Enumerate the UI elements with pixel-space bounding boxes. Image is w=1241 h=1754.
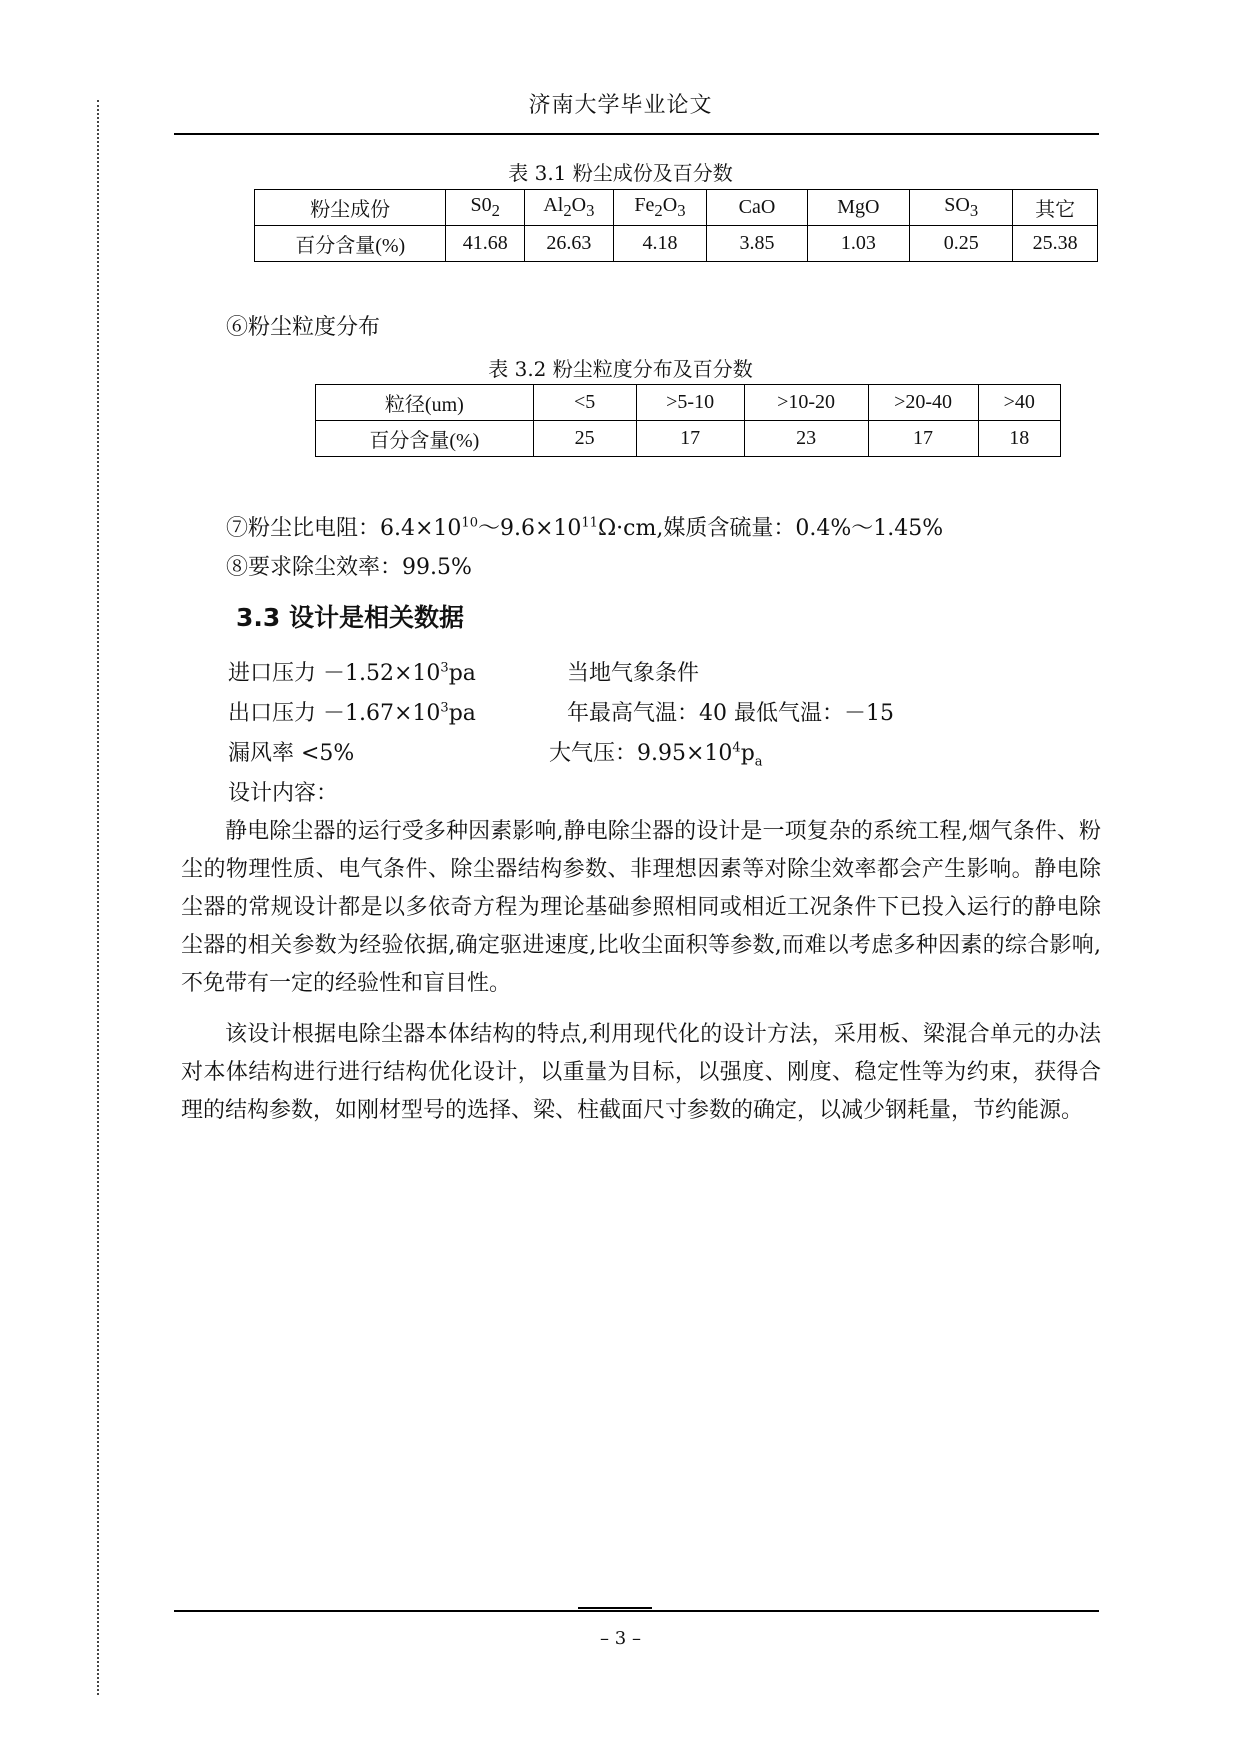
item-7-resistivity: ⑦粉尘比电阻：$6.4\times 10^{10}\sim 9.6\times 10^{11}\Omega\cdot cm$,媒质含硫量：0.4%～1.45% (226, 515, 944, 541)
atmospheric-pressure: 大气压：$9.95\times 10^4p_a$ (549, 740, 763, 770)
table-3-2-header-cell: >40 (978, 385, 1060, 421)
table-3-2-header-cell: <5 (533, 385, 636, 421)
table-3-1-caption: 表 3.1 粉尘成份及百分数 (508, 161, 733, 185)
temperatures: 年最高气温：40 最低气温：－15 (567, 701, 894, 726)
leak-rate: 漏风率 <5% (228, 741, 355, 766)
design-content-label: 设计内容： (228, 781, 339, 806)
table-3-1-value-row (255, 226, 1098, 262)
table-3-1-value-cell: 26.63 (525, 226, 614, 262)
table-3-1-row-label: 百分含量(%) (255, 226, 446, 262)
table-3-2-value-cell: 18 (978, 421, 1060, 457)
table-3-1-header-cell: CaO (707, 190, 807, 226)
table-3-2-caption: 表 3.2 粉尘粒度分布及百分数 (488, 357, 753, 381)
section-heading: 3.3 设计是相关数据 (236, 603, 464, 632)
header-rule (174, 133, 1099, 135)
footer-rule-mark (578, 1607, 652, 1609)
table-3-2-header-cell: >5-10 (636, 385, 744, 421)
table-3-1-header-cell: 其它 (1013, 190, 1098, 226)
table-3-1-header-cell: $Fe_2O_3$ (613, 190, 707, 226)
table-3-1-value-cell: 1.03 (807, 226, 909, 262)
table-3-2-value-cell: 25 (533, 421, 636, 457)
outlet-pressure: 出口压力 $-1.67\times 10^3pa$ (228, 700, 476, 726)
inlet-pressure: 进口压力 $-1.52\times 10^3pa$ (228, 660, 476, 686)
table-3-2-header-cell: 粒径(um) (316, 385, 534, 421)
table-3-2-value-cell: 17 (636, 421, 744, 457)
table-3-1-header-cell: MgO (807, 190, 909, 226)
table-3-1-value-cell: 4.18 (613, 226, 707, 262)
table-3-1-value-cell: 3.85 (707, 226, 807, 262)
table-3-1-value-cell: 0.25 (910, 226, 1013, 262)
table-3-2-header-row (316, 385, 1061, 421)
item-8-efficiency: ⑧要求除尘效率：99.5% (226, 555, 472, 580)
table-3-1-value-cell: 25.38 (1013, 226, 1098, 262)
weather-title: 当地气象条件 (567, 661, 700, 686)
table-3-2-value-cell: 23 (744, 421, 868, 457)
item-6-label: ⑥粉尘粒度分布 (226, 315, 381, 340)
table-3-2 (315, 384, 1061, 457)
table-3-2-value-cell: 17 (868, 421, 978, 457)
table-3-1-header-cell: $S0_2$ (446, 190, 525, 226)
table-3-2-header-cell: >10-20 (744, 385, 868, 421)
footer-rule (174, 1610, 1099, 1612)
binding-margin-line (97, 100, 99, 1695)
table-3-1-header-cell: $Al_2O_3$ (525, 190, 614, 226)
paragraph-2: 该设计根据电除尘器本体结构的特点,利用现代化的设计方法，采用板、梁混合单元的办法对本体结构进行进行结构优化设计，以重量为目标，以强度、刚度、稳定性等为约束，获得合理的结构参数，如刚材型号的选择、梁、柱截面尺寸参数的确定，以减少钢耗量，节约能源。 (181, 1022, 1101, 1123)
table-3-1-header-cell: 粉尘成份 (255, 190, 446, 226)
table-3-2-value-row (316, 421, 1061, 457)
table-3-1-header-row (255, 190, 1098, 226)
table-3-1 (254, 189, 1098, 262)
table-3-1-header-cell: $SO_3$ (910, 190, 1013, 226)
table-3-2-header-cell: >20-40 (868, 385, 978, 421)
table-3-2-row-label: 百分含量(%) (316, 421, 534, 457)
paragraph-1: 静电除尘器的运行受多种因素影响,静电除尘器的设计是一项复杂的系统工程,烟气条件、粉尘的物理性质、电气条件、除尘器结构参数、非理想因素等对除尘效率都会产生影响。静电除尘器的常规设计都是以多依奇方程为理论基础参照相同或相近工况条件下已投入运行的静电除尘器的相关参数为经验依据,确定驱进速度,比收尘面积等参数,而难以考虑多种因素的综合影响,不免带有一定的经验性和盲目性。 (181, 819, 1101, 996)
header-title: 济南大学毕业论文 (528, 93, 713, 118)
page-number: – 3 – (600, 1628, 641, 1649)
table-3-1-value-cell: 41.68 (446, 226, 525, 262)
